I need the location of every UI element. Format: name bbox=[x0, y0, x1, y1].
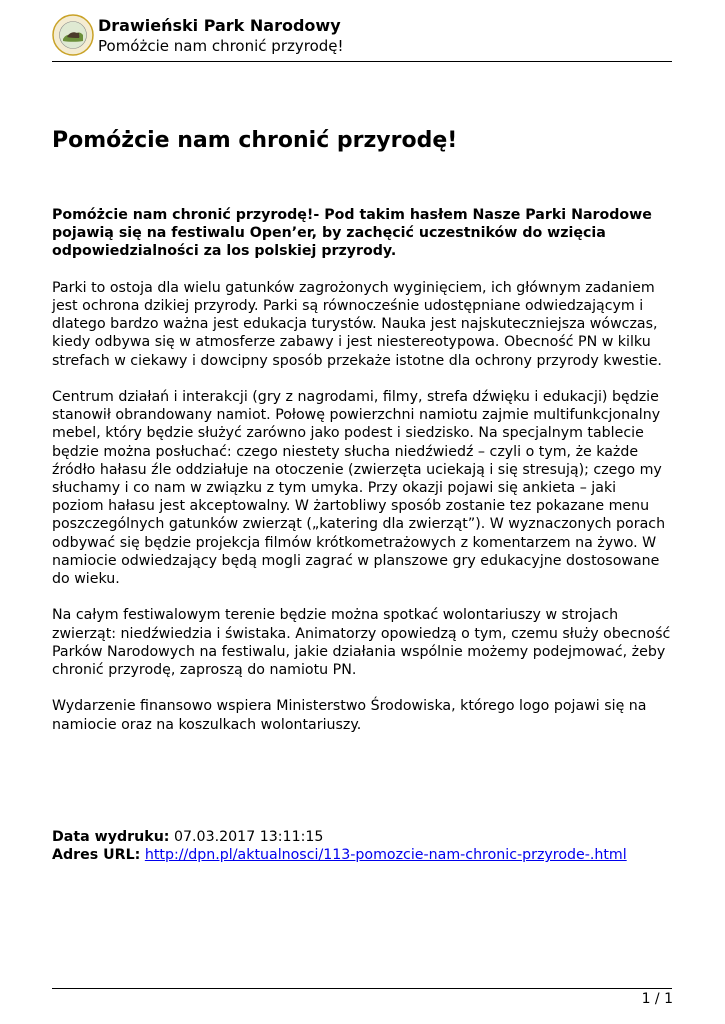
print-url-line bbox=[52, 846, 672, 864]
park-logo-icon bbox=[52, 14, 94, 56]
site-name: Drawieński Park Narodowy bbox=[98, 16, 341, 35]
article-lead: Pomóżcie nam chronić przyrodę!- Pod takim hasłem Nasze Parki Narodowe pojawią się na festiwalu Open’er, by zachęcić uczestników do wzięcia odpowiedzialności za los polskiej przyrody. bbox=[52, 207, 652, 260]
article-paragraph: Wydarzenie finansowo wspiera Ministerstwo Środowiska, którego logo pojawi się na namiocie oraz na koszulkach wolontariuszy. bbox=[52, 698, 647, 733]
article-paragraph: Centrum działań i interakcji (gry z nagrodami, filmy, strefa dźwięku i edukacji) będzie stanowił obrandowany namiot. Połowę powierzchni namiotu zajmie multifunkcjonalny mebel, który będzie służyć zarówno jako podest i siedzisko. Na specjalnym tablecie będzie można posłuchać: czego niestety słucha niedźwiedź – czyli o tym, że każde źródło hałasu źle oddziałuje na otoczenie (zwierzęta uciekają i się stresują); czego my słuchamy i co nam w związku z tym umyka. Przy okazji pojawi się ankieta – jaki poziom hałasu jest akceptowalny. W żartobliwy sposób zostanie tez pokazane menu poszczególnych gatunków zwierząt („katering dla zwierząt”). W wyznaczonych porach odbywać się będzie projekcja filmów krótkometrażowych z komentarzem na żywo. W namiocie odwiedzający będą mogli zagrać w planszowe gry edukacyjne dostosowane do wieku. bbox=[52, 389, 666, 588]
site-subtitle: Pomóżcie nam chronić przyrodę! bbox=[98, 37, 344, 55]
print-date-line bbox=[52, 828, 672, 846]
page-header bbox=[52, 14, 672, 62]
source-url-link[interactable]: http://dpn.pl/aktualnosci/113-pomozcie-nam-chronic-przyrode-.html bbox=[144, 847, 627, 864]
article-body bbox=[52, 206, 672, 752]
print-info bbox=[52, 828, 672, 864]
article-paragraph: Na całym festiwalowym terenie będzie można spotkać wolontariuszy w strojach zwierząt: niedźwiedzia i świstaka. Animatorzy opowiedzą o tym, czemu służy obecność Parków Narodowych na festiwalu, jakie działania wspólnie możemy podejmować, żeby chronić przyrodę, zaproszą do namiotu PN. bbox=[52, 607, 671, 679]
print-date-label: Data wydruku: bbox=[52, 829, 170, 845]
footer-divider bbox=[52, 988, 672, 989]
page-number: 1 / 1 bbox=[641, 991, 673, 1007]
header-divider bbox=[52, 61, 672, 62]
article-title: Pomóżcie nam chronić przyrodę! bbox=[52, 128, 458, 153]
print-url-label: Adres URL: bbox=[52, 847, 141, 864]
article-paragraph: Parki to ostoja dla wielu gatunków zagrożonych wyginięciem, ich głównym zadaniem jest ochrona dzikiej przyrody. Parki są równocześnie udostępniane odwiedzającym i dlatego bardzo ważna jest edukacja turystów. Nauka jest najskuteczniejsza wówczas, kiedy odbywa się w atmosferze zabawy i jest niestereotypowa. Obecność PN w kilku strefach w ciekawy i dowcipny sposób przekaże istotne dla ochrony przyrody kwestie. bbox=[52, 279, 662, 369]
print-date-value: 07.03.2017 13:11:15 bbox=[173, 829, 324, 845]
